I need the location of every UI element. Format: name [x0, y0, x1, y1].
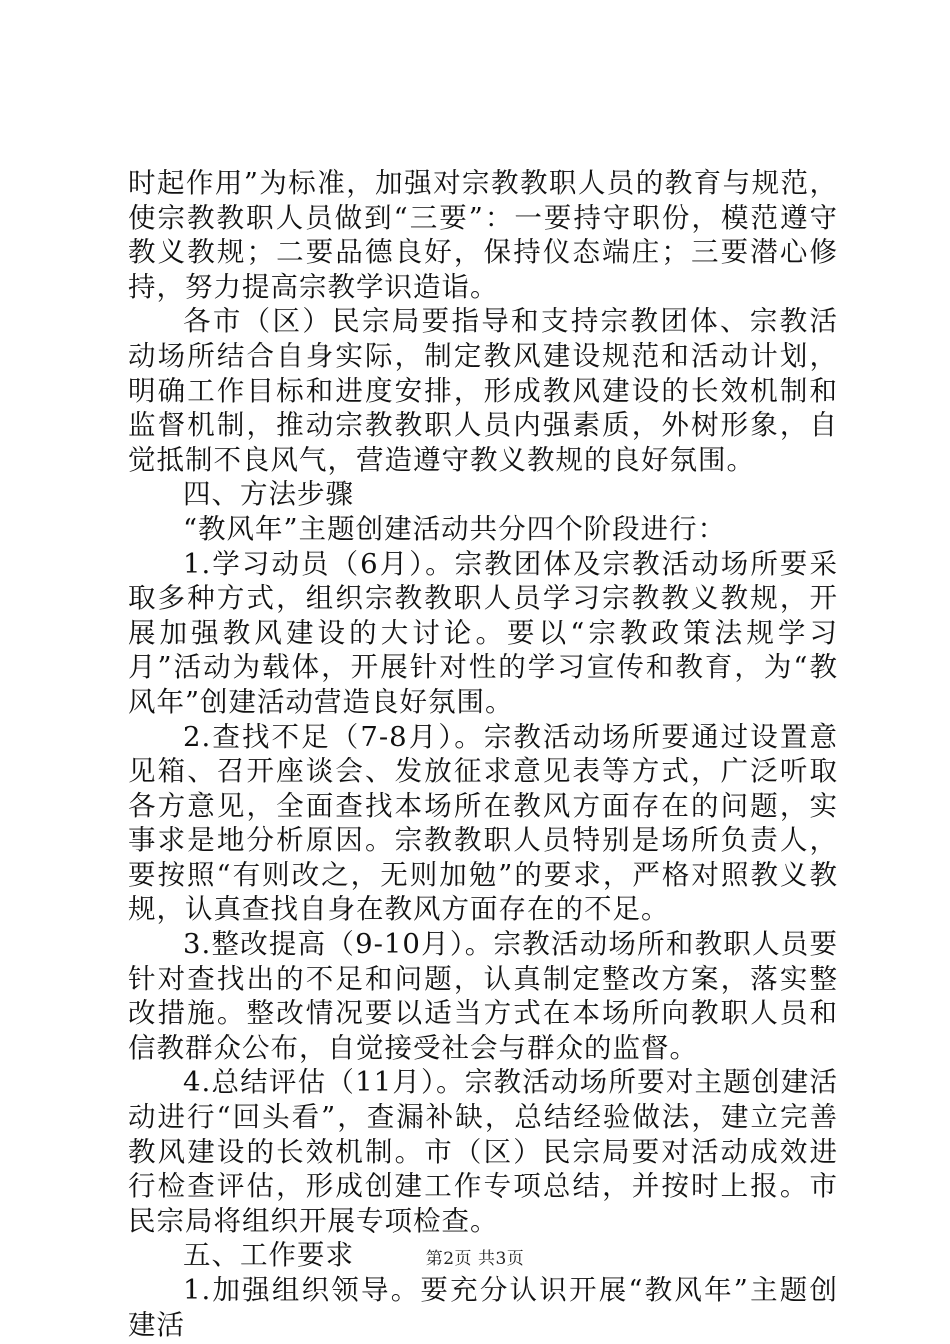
paragraph-stage-1: 1.学习动员（6月）。宗教团体及宗教活动场所要采取多种方式，组织宗教教职人员学习宗教教义教规，开展加强教风建设的大讨论。要以“宗教政策法规学习月”活动为载体，开展针对性的学习宣传和教育，为“教风年”创建活动营造良好氛围。 [128, 547, 838, 718]
paragraph-guidance: 各市（区）民宗局要指导和支持宗教团体、宗教活动场所结合自身实际，制定教风建设规范和活动计划，明确工作目标和进度安排，形成教风建设的长效机制和监督机制，推动宗教教职人员内强素质，外树形象，自觉抵制不良风气，营造遵守教义教规的良好氛围。 [128, 305, 838, 476]
paragraph-requirement-1: 1.加强组织领导。要充分认识开展“教风年”主题创建活 [128, 1274, 838, 1341]
section-heading-requirements: 五、工作要求 [183, 1239, 354, 1272]
paragraph-stage-2: 2.查找不足（7-8月）。宗教活动场所要通过设置意见箱、召开座谈会、发放征求意见表等方式，广泛听取各方意见，全面查找本场所在教风方面存在的问题，实事求是地分析原因。宗教教职人员特别是场所负责人，要按照“有则改之，无则加勉”的要求，严格对照教义教规，认真查找自身在教风方面存在的不足。 [128, 720, 838, 926]
page-number-footer: 第2页 共3页 [425, 1249, 525, 1269]
document-body [128, 166, 838, 1342]
paragraph-continuation: 时起作用”为标准，加强对宗教教职人员的教育与规范，使宗教教职人员做到“三要”：一要持守职份，模范遵守教义教规；二要品德良好，保持仪态端庄；三要潜心修持，努力提高宗教学识造诣。 [128, 167, 838, 303]
paragraph-stage-3: 3.整改提高（9-10月）。宗教活动场所和教职人员要针对查找出的不足和问题，认真制定整改方案，落实整改措施。整改情况要以适当方式在本场所向教职人员和信教群众公布，自觉接受社会与群众的监督。 [128, 928, 838, 1064]
paragraph-stage-4: 4.总结评估（11月）。宗教活动场所要对主题创建活动进行“回头看”，查漏补缺，总结经验做法，建立完善教风建设的长效机制。市（区）民宗局要对活动成效进行检查评估，形成创建工作专项总结，并按时上报。市民宗局将组织开展专项检查。 [128, 1066, 838, 1237]
section-heading-methods: 四、方法步骤 [183, 478, 354, 511]
paragraph-stages-intro: “教风年”主题创建活动共分四个阶段进行： [183, 512, 727, 545]
